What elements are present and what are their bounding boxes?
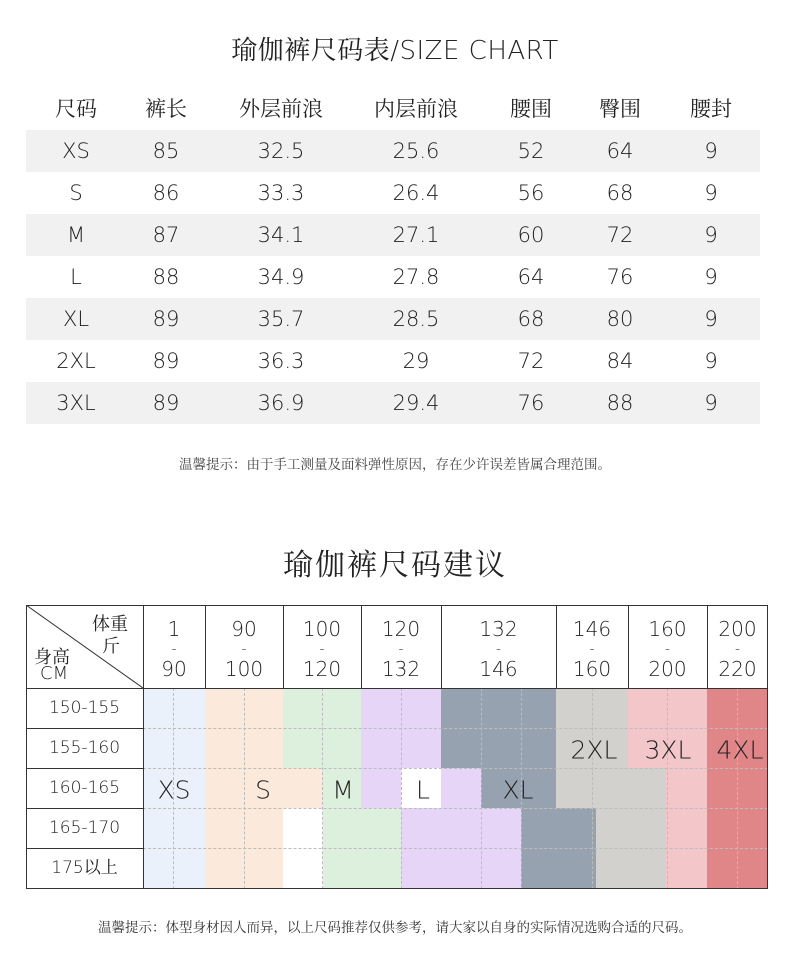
size-label-m: M: [332, 775, 354, 805]
corner-weight-label: 体重: [92, 614, 128, 635]
size-label-s: S: [255, 775, 271, 805]
size-chart-row: [26, 130, 760, 172]
weight-range-sep: -: [241, 641, 247, 657]
grid-dash-horizontal: [143, 768, 768, 769]
grid-dash-vertical: [737, 688, 738, 889]
size-chart-cell: 88: [606, 391, 634, 415]
grid-dash-horizontal: [143, 848, 768, 849]
size-chart-cell: L: [70, 265, 82, 289]
corner-height-unit: CM: [40, 663, 69, 684]
size-chart-cell: 64: [606, 139, 634, 163]
size-chart-cell: 25.6: [392, 139, 440, 163]
size-label-xs: XS: [157, 775, 191, 805]
size-chart-cell: 89: [152, 307, 180, 331]
size-chart-cell: 89: [152, 349, 180, 373]
weight-range-to: 132: [381, 657, 421, 681]
size-zone-2xl: [556, 768, 666, 808]
weight-range-to: 200: [648, 657, 687, 681]
size-chart-cell: 89: [152, 391, 180, 415]
size-label-4xl: 4XL: [716, 735, 764, 765]
size-label-3xl: 3XL: [644, 735, 692, 765]
size-chart-row: [26, 256, 760, 298]
size-chart-cell: 9: [704, 349, 718, 373]
size-chart-cell: 35.7: [257, 307, 305, 331]
weight-range-sep: -: [495, 641, 502, 657]
size-chart-row: [26, 298, 760, 340]
size-chart-cell: 68: [606, 181, 634, 205]
weight-range-header: [556, 619, 628, 679]
weight-range-from: 146: [572, 617, 612, 641]
size-chart-cell: 29: [402, 349, 430, 373]
weight-range-sep: -: [319, 641, 325, 657]
size-chart-header-row: [26, 88, 760, 130]
size-chart-cell: 33.3: [257, 181, 305, 205]
grid-dash-vertical: [401, 688, 402, 889]
size-chart-cell: S: [69, 181, 83, 205]
size-zone-s: [283, 768, 323, 808]
size-chart-cell: 56: [517, 181, 545, 205]
weight-range-to: 220: [718, 657, 757, 681]
size-chart-cell: 29.4: [392, 391, 440, 415]
size-chart-cell: 76: [606, 265, 634, 289]
size-label-2xl: 2XL: [570, 735, 618, 765]
size-zone-l: [361, 768, 401, 808]
size-chart-cell: 60: [517, 223, 545, 247]
size-chart-row: [26, 172, 760, 214]
height-range-label: 155-160: [48, 738, 121, 758]
size-chart-cell: 34.9: [257, 265, 305, 289]
size-chart-cell: 68: [517, 307, 545, 331]
size-chart-cell: 3XL: [56, 391, 96, 415]
size-chart-cell: 36.3: [257, 349, 305, 373]
size-zone-l: [441, 768, 481, 808]
size-label-l: L: [416, 775, 430, 805]
size-chart-cell: XS: [62, 139, 90, 163]
weight-range-to: 90: [161, 657, 187, 681]
weight-range-from: 90: [231, 617, 257, 641]
size-chart-cell: 88: [152, 265, 180, 289]
size-chart-cell: 34.1: [257, 223, 305, 247]
weight-range-from: 1: [167, 617, 181, 641]
size-chart-header-cell: 内层前浪: [374, 97, 458, 121]
grid-dash-vertical: [322, 688, 323, 889]
size-chart-cell: 9: [704, 307, 718, 331]
size-chart-cell: 36.9: [257, 391, 305, 415]
size-chart-cell: 9: [704, 391, 718, 415]
corner-height-label: 身高: [34, 647, 70, 668]
weight-range-header: [361, 619, 441, 679]
size-chart-cell: 27.8: [392, 265, 440, 289]
weight-range-from: 132: [479, 617, 518, 641]
height-range-label: 160-165: [48, 778, 121, 798]
weight-range-sep: -: [171, 641, 177, 657]
grid-dash-vertical: [592, 688, 593, 889]
weight-range-sep: -: [398, 641, 404, 657]
size-chart-header-cell: 臀围: [599, 97, 641, 121]
weight-range-sep: -: [664, 641, 671, 657]
size-chart-header-cell: 腰封: [690, 97, 732, 121]
size-chart-cell: 86: [152, 181, 180, 205]
weight-range-from: 160: [648, 617, 687, 641]
weight-range-header: [628, 619, 707, 679]
size-chart-header-cell: 尺码: [55, 97, 97, 121]
size-chart-cell: 72: [517, 349, 545, 373]
weight-range-from: 120: [381, 617, 421, 641]
weight-range-header: [143, 619, 205, 679]
size-chart-cell: 80: [606, 307, 634, 331]
size-chart-cell: 85: [152, 139, 180, 163]
weight-range-to: 100: [224, 657, 264, 681]
weight-range-to: 120: [302, 657, 342, 681]
size-chart-cell: 28.5: [392, 307, 440, 331]
recommendation-note: 温馨提示：体型身材因人而异，以上尺码推荐仅供参考，请大家以自身的实际情况选购合适的尺码。: [98, 920, 692, 936]
size-chart-cell: 72: [606, 223, 634, 247]
weight-range-from: 200: [718, 617, 757, 641]
size-chart-cell: 9: [704, 181, 718, 205]
size-chart-cell: 9: [704, 139, 718, 163]
recommendation-title: 瑜伽裤尺码建议: [283, 548, 507, 583]
grid-dash-vertical: [244, 688, 245, 889]
weight-range-to: 146: [479, 657, 518, 681]
size-chart-cell: 26.4: [392, 181, 440, 205]
weight-range-sep: -: [734, 641, 741, 657]
size-chart-cell: 27.1: [392, 223, 440, 247]
weight-range-header: [441, 619, 556, 679]
size-chart-cell: 84: [606, 349, 634, 373]
size-recommendation-grid: [26, 605, 768, 889]
weight-range-header: [283, 619, 361, 679]
corner-weight-unit: 斤: [102, 636, 120, 657]
size-chart-note: 温馨提示：由于手工测量及面料弹性原因，存在少许误差皆属合理范围。: [179, 457, 611, 473]
weight-range-sep: -: [589, 641, 595, 657]
weight-range-header: [707, 619, 768, 679]
height-range-label: 175以上: [51, 858, 118, 878]
size-chart-cell: 87: [152, 223, 180, 247]
weight-range-header: [205, 619, 283, 679]
size-chart-cell: 32.5: [257, 139, 305, 163]
size-chart-cell: 64: [517, 265, 545, 289]
grid-dash-horizontal: [143, 728, 768, 729]
size-chart-cell: M: [66, 223, 86, 247]
grid-height-column-line: [143, 688, 144, 889]
size-chart-row: [26, 340, 760, 382]
grid-dash-vertical: [667, 688, 668, 889]
size-chart-cell: 9: [704, 223, 718, 247]
size-zone-3xl: [666, 768, 707, 889]
size-chart-cell: XL: [62, 307, 90, 331]
weight-range-from: 100: [302, 617, 342, 641]
size-chart-row: [26, 382, 760, 424]
size-chart-table: [26, 88, 760, 424]
size-chart-title: 瑜伽裤尺码表/SIZE CHART: [231, 36, 559, 66]
size-chart-header-cell: 外层前浪: [239, 97, 323, 121]
size-chart-row: [26, 214, 760, 256]
size-label-xl: XL: [502, 775, 534, 805]
size-chart-header-cell: 腰围: [510, 97, 552, 121]
grid-dash-horizontal: [143, 808, 768, 809]
height-range-label: 150-155: [48, 698, 121, 718]
size-chart-cell: 52: [517, 139, 545, 163]
grid-dash-vertical: [481, 688, 482, 889]
size-chart-cell: 76: [517, 391, 545, 415]
size-chart-header-cell: 裤长: [145, 97, 187, 121]
height-range-label: 165-170: [48, 818, 121, 838]
size-chart-cell: 2XL: [56, 349, 96, 373]
size-chart-cell: 9: [704, 265, 718, 289]
weight-range-to: 160: [572, 657, 612, 681]
